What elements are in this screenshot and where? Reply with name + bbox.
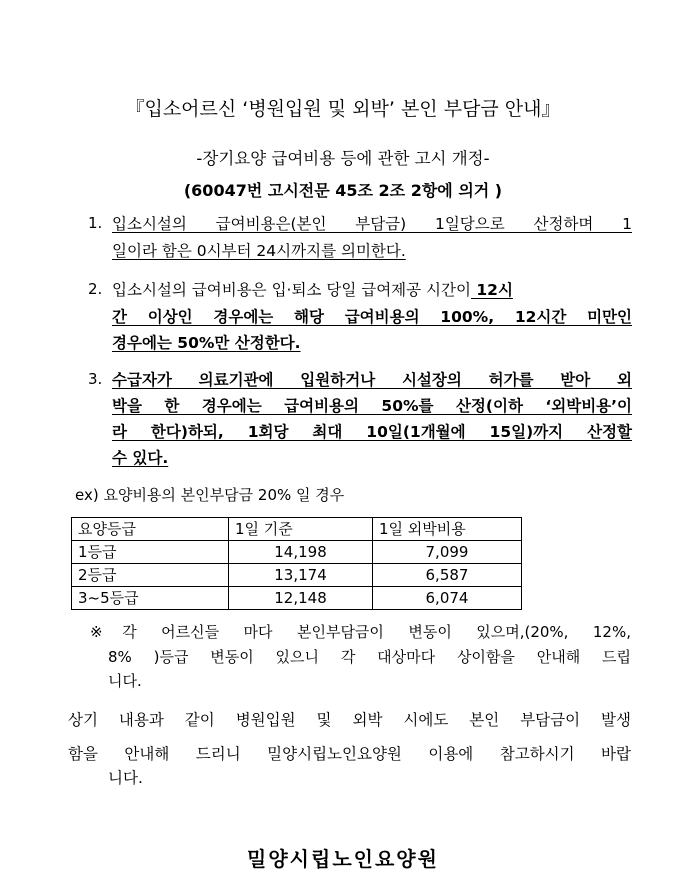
table-row bbox=[72, 541, 522, 564]
example-caption: ex) 요양비용의 본인부담금 20% 일 경우 bbox=[75, 486, 345, 504]
table-header-cell: 요양등급 bbox=[72, 518, 229, 541]
note-line-3: 니다. bbox=[108, 672, 142, 690]
table-cell: 12,148 bbox=[229, 587, 373, 610]
closing-line-2: 함을 안내해 드리니 밀양시립노인요양원 이용에 참고하시기 바랍 bbox=[68, 745, 631, 763]
table-header-cell: 1일 외박비용 bbox=[373, 518, 522, 541]
closing-line-3: 니다. bbox=[108, 769, 143, 787]
item-2-line-1 bbox=[112, 278, 632, 300]
table-cell: 1등급 bbox=[72, 541, 229, 564]
table-row bbox=[72, 564, 522, 587]
item-1-line-1: 입소시설의 급여비용은(본인 부담금) 1일당으로 산정하며 1 bbox=[112, 215, 632, 233]
table-cell: 2등급 bbox=[72, 564, 229, 587]
table-cell: 3~5등급 bbox=[72, 587, 229, 610]
table-header-row bbox=[72, 518, 522, 541]
copay-table bbox=[71, 517, 522, 610]
table-header-cell: 1일 기준 bbox=[229, 518, 373, 541]
table-cell: 6,587 bbox=[373, 564, 522, 587]
item-3-line-1: 수급자가 의료기관에 입원하거나 시설장의 허가를 받아 외 bbox=[112, 371, 632, 389]
item-2-line-1-normal: 입소시설의 급여비용은 입·퇴소 당일 급여제공 시간이 bbox=[112, 281, 471, 299]
item-1-line-2: 일이라 함은 0시부터 24시까지를 의미한다. bbox=[112, 242, 406, 260]
table-cell: 7,099 bbox=[373, 541, 522, 564]
organization-name: 밀양시립노인요양원 bbox=[247, 847, 439, 871]
legal-basis: (60047번 고시전문 45조 2조 2항에 의거 ) bbox=[183, 181, 503, 200]
table-cell: 6,074 bbox=[373, 587, 522, 610]
item-2-number: 2. bbox=[88, 280, 103, 298]
item-1-number: 1. bbox=[88, 214, 103, 232]
item-2-line-3: 경우에는 50%만 산정한다. bbox=[112, 334, 301, 352]
subtitle: -장기요양 급여비용 등에 관한 고시 개정- bbox=[196, 149, 490, 168]
page-title: 『입소어르신 ‘병원입원 및 외박’ 본인 부담금 안내』 bbox=[125, 98, 561, 120]
item-3-line-3: 라 한다)하되, 1회당 최대 10일(1개월에 15일)까지 산정할 bbox=[112, 423, 632, 441]
item-2-line-2: 간 이상인 경우에는 해당 급여비용의 100%, 12시간 미만인 bbox=[112, 308, 632, 326]
item-3-number: 3. bbox=[88, 370, 103, 388]
table-cell: 13,174 bbox=[229, 564, 373, 587]
item-2-line-1-bold: 12시 bbox=[470, 281, 513, 299]
table-cell: 14,198 bbox=[229, 541, 373, 564]
table-row bbox=[72, 587, 522, 610]
closing-line-1: 상기 내용과 같이 병원입원 및 외박 시에도 본인 부담금이 발생 bbox=[68, 711, 631, 729]
item-3-line-4: 수 있다. bbox=[112, 449, 169, 467]
note-line-2: 8% )등급 변동이 있으니 각 대상마다 상이함을 안내해 드립 bbox=[108, 648, 631, 666]
note-line-1: ※각 어르신들 마다 본인부담금이 변동이 있으며,(20%, 12%, bbox=[90, 623, 631, 641]
item-3-line-2: 박을 한 경우에는 급여비용의 50%를 산정(이하 ‘외박비용’이 bbox=[112, 397, 632, 415]
